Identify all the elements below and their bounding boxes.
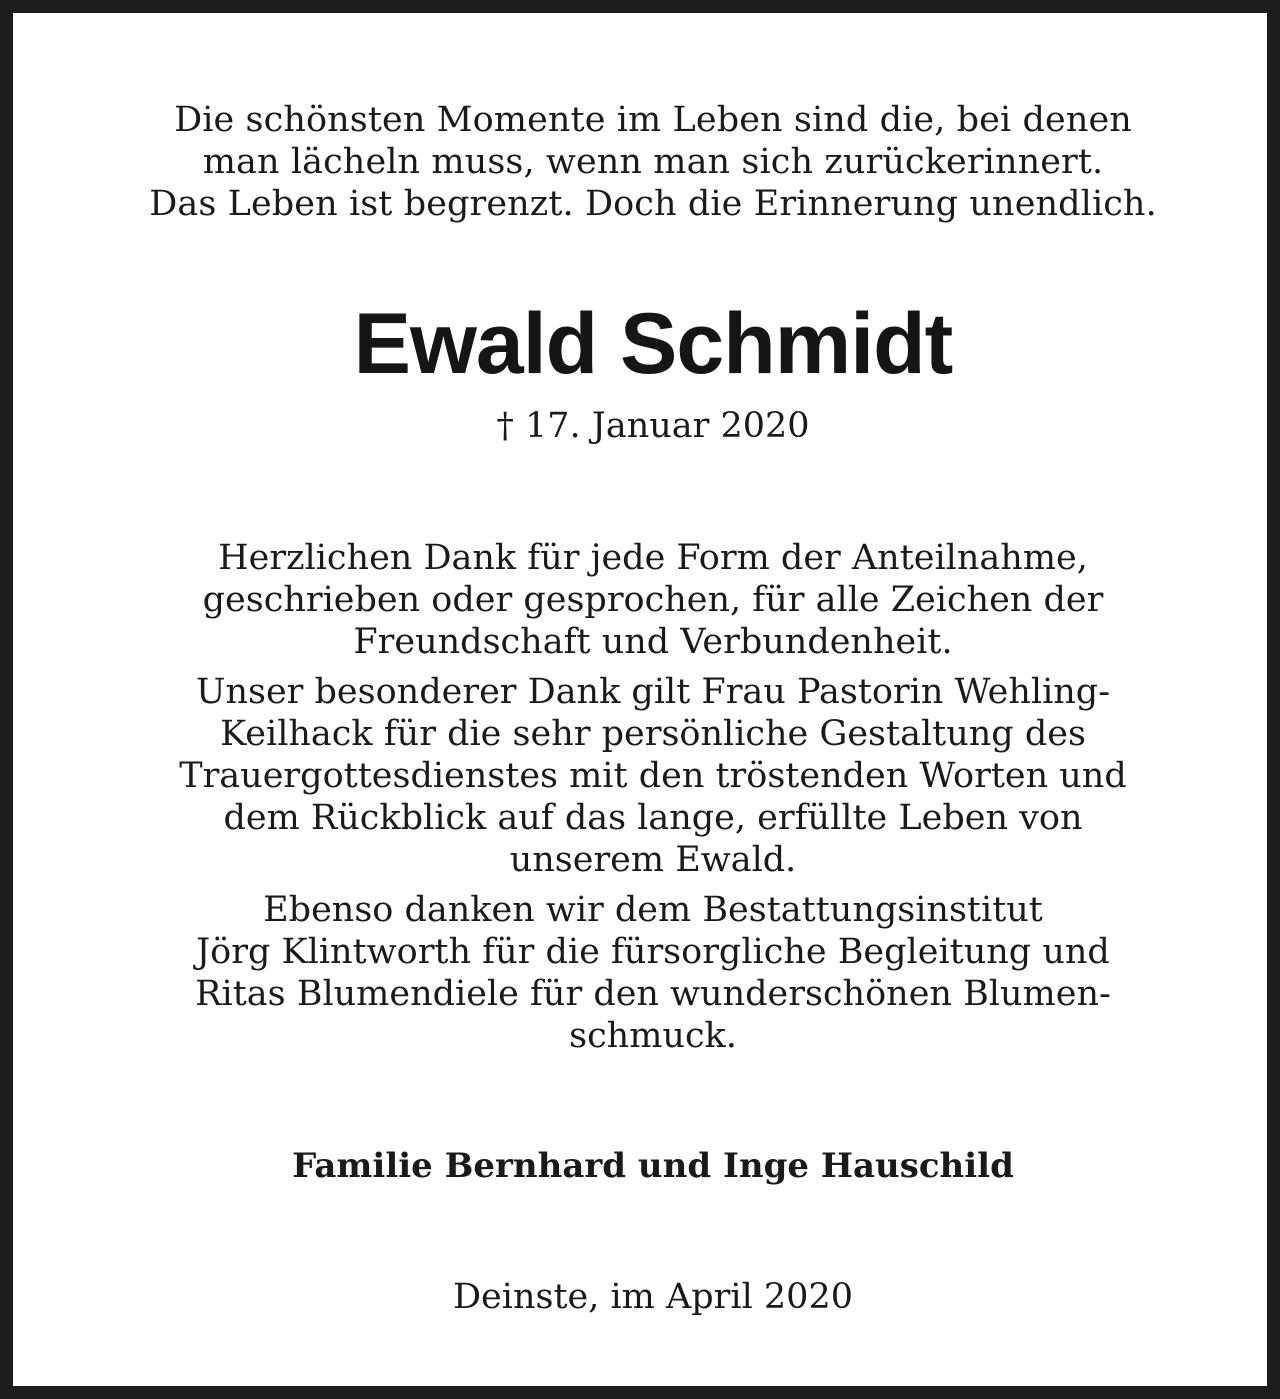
family-signature: Familie Bernhard und Inge Hauschild bbox=[292, 1146, 1014, 1186]
quote-line: man lächeln muss, wenn man sich zurückerinnert. bbox=[202, 142, 1104, 182]
text-line: Herzlichen Dank für jede Form der Anteilnahme, bbox=[218, 538, 1088, 578]
deceased-name: Ewald Schmidt bbox=[353, 296, 953, 392]
opening-quote bbox=[26, 99, 1280, 225]
text-line: dem Rückblick auf das lange, erfüllte Leben von bbox=[223, 798, 1083, 838]
quote-line: Die schönsten Momente im Leben sind die, bei denen bbox=[174, 100, 1132, 140]
text-line: Ritas Blumendiele für den wunderschönen Blumen- bbox=[195, 974, 1111, 1014]
thanks-paragraph-1 bbox=[26, 537, 1280, 663]
text-line: Jörg Klintworth für die fürsorgliche Begleitung und bbox=[196, 932, 1110, 972]
text-line: Unser besonderer Dank gilt Frau Pastorin Wehling- bbox=[195, 672, 1111, 712]
text-line: Trauergottesdienstes mit den tröstenden Worten und bbox=[179, 756, 1127, 796]
thanks-paragraph-2 bbox=[26, 671, 1280, 881]
text-line: Freundschaft und Verbundenheit. bbox=[353, 622, 953, 662]
text-line: unserem Ewald. bbox=[509, 840, 797, 880]
text-line: Keilhack für die sehr persönliche Gestaltung des bbox=[220, 714, 1086, 754]
text-line: geschrieben oder gesprochen, für alle Zeichen der bbox=[202, 580, 1104, 620]
thanks-text bbox=[26, 537, 1280, 1057]
text-line: schmuck. bbox=[569, 1016, 737, 1056]
place-date: Deinste, im April 2020 bbox=[452, 1277, 853, 1317]
thanks-paragraph-3 bbox=[26, 889, 1280, 1057]
quote-line: Das Leben ist begrenzt. Doch die Erinnerung unendlich. bbox=[149, 184, 1157, 224]
text-line: Ebenso danken wir dem Bestattungsinstitut bbox=[263, 890, 1043, 930]
death-date: † 17. Januar 2020 bbox=[496, 406, 810, 446]
